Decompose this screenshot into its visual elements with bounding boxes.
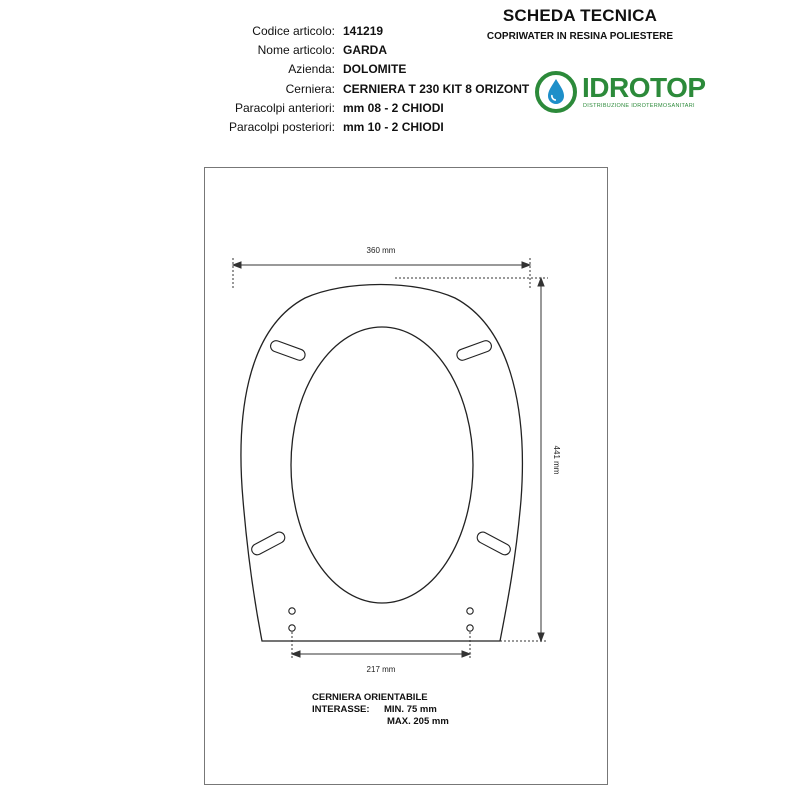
hinge-label: 217 mm (366, 665, 396, 674)
spec-value: mm 08 - 2 CHIODI (343, 100, 444, 115)
interasse-label: INTERASSE: (312, 704, 370, 715)
brand-name: IDROTOP (582, 72, 706, 103)
spec-label: Nome articolo: (257, 43, 335, 58)
hinge-type: CERNIERA ORIENTABILE (312, 692, 428, 703)
interasse-row (312, 704, 437, 716)
spec-value: 141219 (343, 24, 384, 38)
spec-label: Paracolpi posteriori: (228, 119, 335, 134)
spec-label: Azienda: (288, 62, 335, 77)
interasse-max: MAX. 205 mm (387, 716, 449, 727)
header-subtitle: COPRIWATER IN RESINA POLIESTERE (486, 31, 674, 42)
interasse-max-row (312, 716, 449, 728)
spec-label: Codice articolo: (252, 24, 335, 38)
spec-value: GARDA (343, 43, 387, 58)
spec-value: DOLOMITE (343, 62, 407, 77)
interasse-min: MIN. 75 mm (384, 704, 437, 715)
height-label: 441 mm (552, 445, 561, 475)
spec-label: Paracolpi anteriori: (234, 100, 335, 115)
brand-tagline: DISTRIBUZIONE IDROTERMOSANITARI (583, 103, 695, 109)
spec-value: mm 10 - 2 CHIODI (343, 119, 444, 134)
width-label: 360 mm (366, 246, 396, 255)
seat-opening (291, 327, 473, 603)
hinge-notes (312, 692, 449, 728)
header-title: SCHEDA TECNICA (502, 6, 658, 25)
spec-value: CERNIERA T 230 KIT 8 ORIZONT (343, 81, 530, 96)
spec-label: Cerniera: (285, 81, 335, 96)
